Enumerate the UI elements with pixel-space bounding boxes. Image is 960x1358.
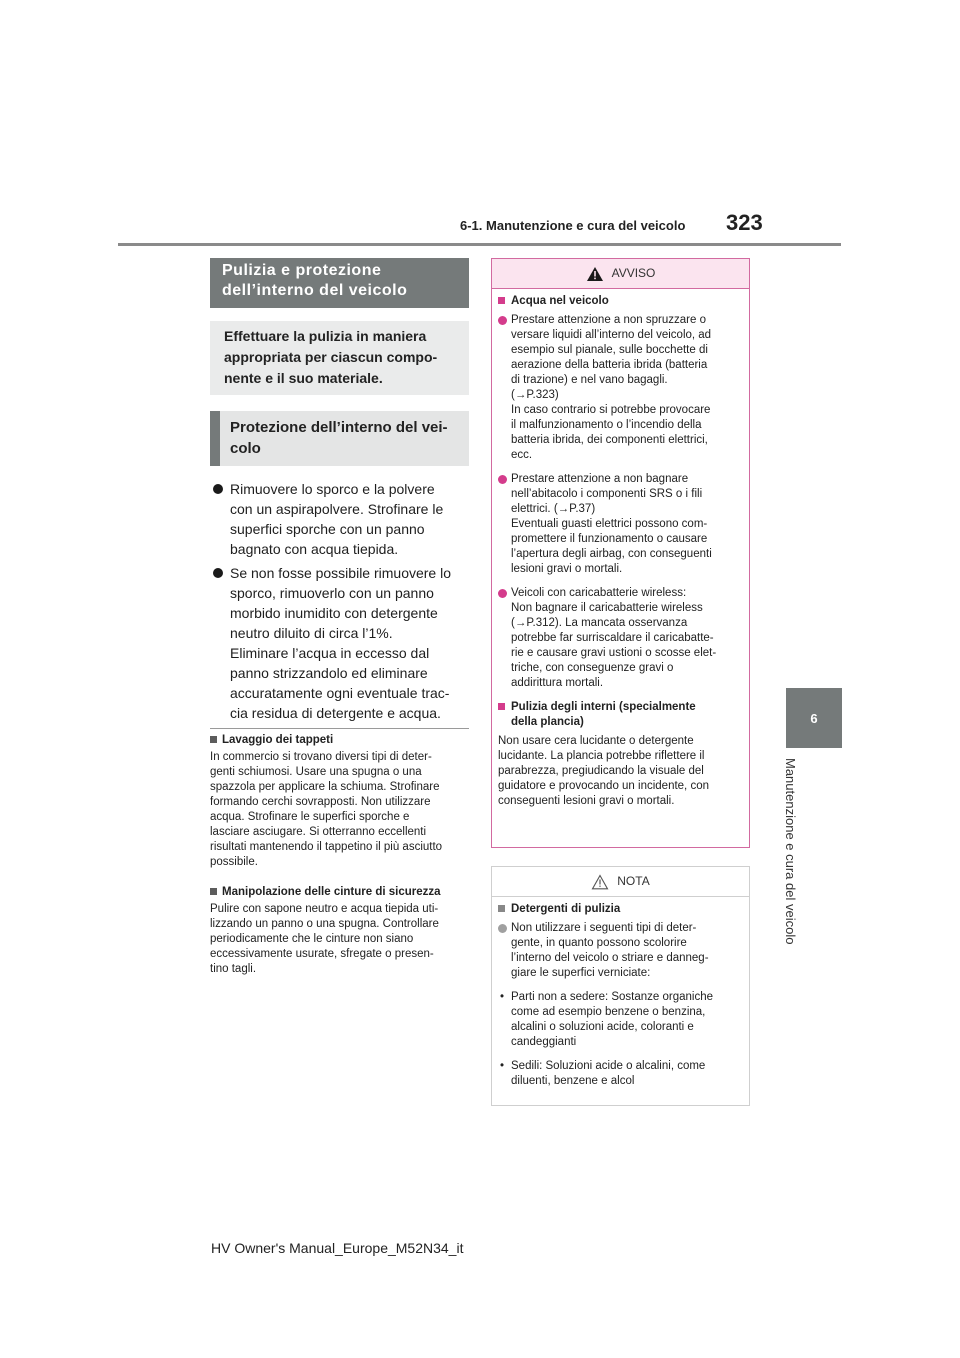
section-heading: Protezione dell’interno del vei- colo (210, 411, 469, 466)
warning-box: AVVISO Acqua nel veicolo Prestare attenzione a non spruzzare o versare liquidi all’interno del veicolo, ad esempio sul pianale, sulle bocchette di aerazione della batteria ibrida (batteria di trazione) e nel vano bagagli. (→P.323) In caso contrario si potrebbe provocare il malfunzionamento o l’incendio della batteria ibrida, dei componenti elettrici, ecc. Prestare attenzione a non bagnare nell’abitacolo i componenti SRS o i fili elettrici. (→P.37) Eventuali guasti elettrici possono com- promettere il funzionamento o causare l’apertura degli airbag, con conseguenti lesioni gravi o mortali. Veicoli con caricabatterie wireless: Non bagnare il caricabatterie wireless (→P.312). La mancata osservanza potrebbe far surriscaldare il caricabatte- rie e causare gravi ustioni o scosse elet- triche, con conseguenze gravi o addirittura mortali. Pulizia degli interni (specialmente della plancia) Non usare cera lucidante o detergente lucidante. La plancia potrebbe riflettere il parabrezza, pregiudicando la visuale del guidatore e provocando un incidente, con conseguenti lesioni gravi o mortali. (491, 258, 750, 848)
circle-bullet-icon (498, 589, 507, 598)
list-item: Se non fosse possibile rimuovere lo sporco, rimuoverlo con un panno morbido inumidito con detergente neutro diluito di circa l’1%. Eliminare l’acqua in eccesso dal panno strizzandolo ed eliminare accuratamente ogni eventuale trac- cia residua di detergente e acqua. (213, 563, 471, 723)
caution-triangle-icon (591, 874, 609, 890)
note-carpet-washing: Lavaggio dei tappeti In commercio si trovano diversi tipi di deter- genti schiumosi. Usare una spugna o una spazzola per applicare la schiuma. Strofinare formando cerchi sovrapposti. Non utilizzare acqua. Strofinare le superfici sporche e lasciare asciugare. Si otterranno eccellenti risultati mantenendo il tappetino il più asciutto possibile. (210, 734, 443, 868)
dot-bullet-icon: • (500, 991, 505, 1003)
square-bullet-icon (498, 297, 505, 304)
note-heading: Detergenti di pulizia (511, 903, 621, 915)
warning-item: Prestare attenzione a non spruzzare o versare liquidi all’interno del veicolo, ad esempio sul pianale, sulle bocchette di aerazione della batteria ibrida (batteria di trazione) e nel vano bagagli. (→P.323) In caso contrario si potrebbe provocare il malfunzionamento o l’incendio della batteria ibrida, dei componenti elettrici, ecc. (498, 313, 743, 463)
note-sub-item: • Sedili: Soluzioni acide o alcalini, come diluenti, benzene e alcol (500, 1060, 706, 1087)
square-bullet-icon (498, 905, 505, 912)
footer-doc-id: HV Owner's Manual_Europe_M52N34_it (211, 1240, 464, 1256)
header-divider (118, 243, 841, 246)
circle-bullet-icon (498, 316, 507, 325)
list-item: Rimuovere lo sporco e la polvere con un aspirapolvere. Strofinare le superfici sporche con un panno bagnato con acqua tiepida. (213, 479, 471, 559)
square-bullet-icon (498, 703, 505, 710)
square-bullet-icon (210, 736, 217, 743)
warning-item: Prestare attenzione a non bagnare nell’abitacolo i componenti SRS o i fili elettrici. (→P.37) Eventuali guasti elettrici possono com- promettere il funzionamento o causare l’apertura degli airbag, con conseguenti lesioni gravi o mortali. (498, 472, 743, 577)
warning-item: Veicoli con caricabatterie wireless: Non bagnare il caricabatterie wireless (→P.312). La mancata osservanza potrebbe far surriscaldare il caricabatte- rie e causare gravi ustioni o scosse elet- triche, con conseguenze gravi o addirittura mortali. (498, 586, 743, 691)
chapter-number: 6 (810, 710, 818, 726)
circle-bullet-icon (498, 924, 507, 933)
page-number: 323 (726, 210, 763, 235)
warning-paragraph: Non usare cera lucidante o detergente lucidante. La plancia potrebbe riflettere il parabrezza, pregiudicando la visuale del guidatore e provocando un incidente, con conseguenti lesioni gravi o mortali. (498, 735, 709, 807)
running-header: 6-1. Manutenzione e cura del veicolo (460, 218, 686, 233)
note-title: NOTA (617, 874, 650, 888)
warning-triangle-icon (586, 266, 604, 282)
note-item: Non utilizzare i seguenti tipi di deter- gente, in quanto possono scolorire l’interno del veicolo o striare e danneg- giare le superfici verniciate: (498, 921, 743, 981)
warning-header (492, 259, 749, 289)
note-heading: Lavaggio dei tappeti (222, 734, 334, 746)
bullet-icon (213, 568, 223, 578)
note-heading: Manipolazione delle cinture di sicurezza (222, 886, 441, 898)
note-sub-item: • Parti non a sedere: Sostanze organiche come ad esempio benzene o benzina, alcalini o soluzioni acide, coloranti e candeggianti (500, 991, 714, 1048)
square-bullet-icon (210, 888, 217, 895)
warning-title: AVVISO (611, 266, 656, 280)
chapter-side-label: Manutenzione e cura del veicolo (783, 758, 798, 945)
warning-heading: Pulizia degli interni (specialmente (511, 701, 696, 713)
intro-summary: Effettuare la pulizia in maniera appropriata per ciascun compo- nente e il suo materiale. (210, 321, 469, 395)
section-divider (210, 728, 469, 729)
chapter-tab (786, 688, 842, 748)
instruction-list (213, 479, 471, 727)
dot-bullet-icon: • (500, 1060, 505, 1072)
topic-title: Pulizia e protezione dell’interno del veicolo (210, 258, 469, 308)
note-seat-belts: Manipolazione delle cinture di sicurezza Pulire con sapone neutro e acqua tiepida uti- lizzando un panno o una spugna. Controllare periodicamente che le cinture non siano eccessivamente usurate, sfregate o presen- tino tagli. (210, 886, 441, 975)
warning-heading: Acqua nel veicolo (511, 295, 609, 307)
note-header (492, 867, 749, 897)
note-box (491, 866, 750, 1106)
bullet-icon (213, 484, 223, 494)
circle-bullet-icon (498, 475, 507, 484)
